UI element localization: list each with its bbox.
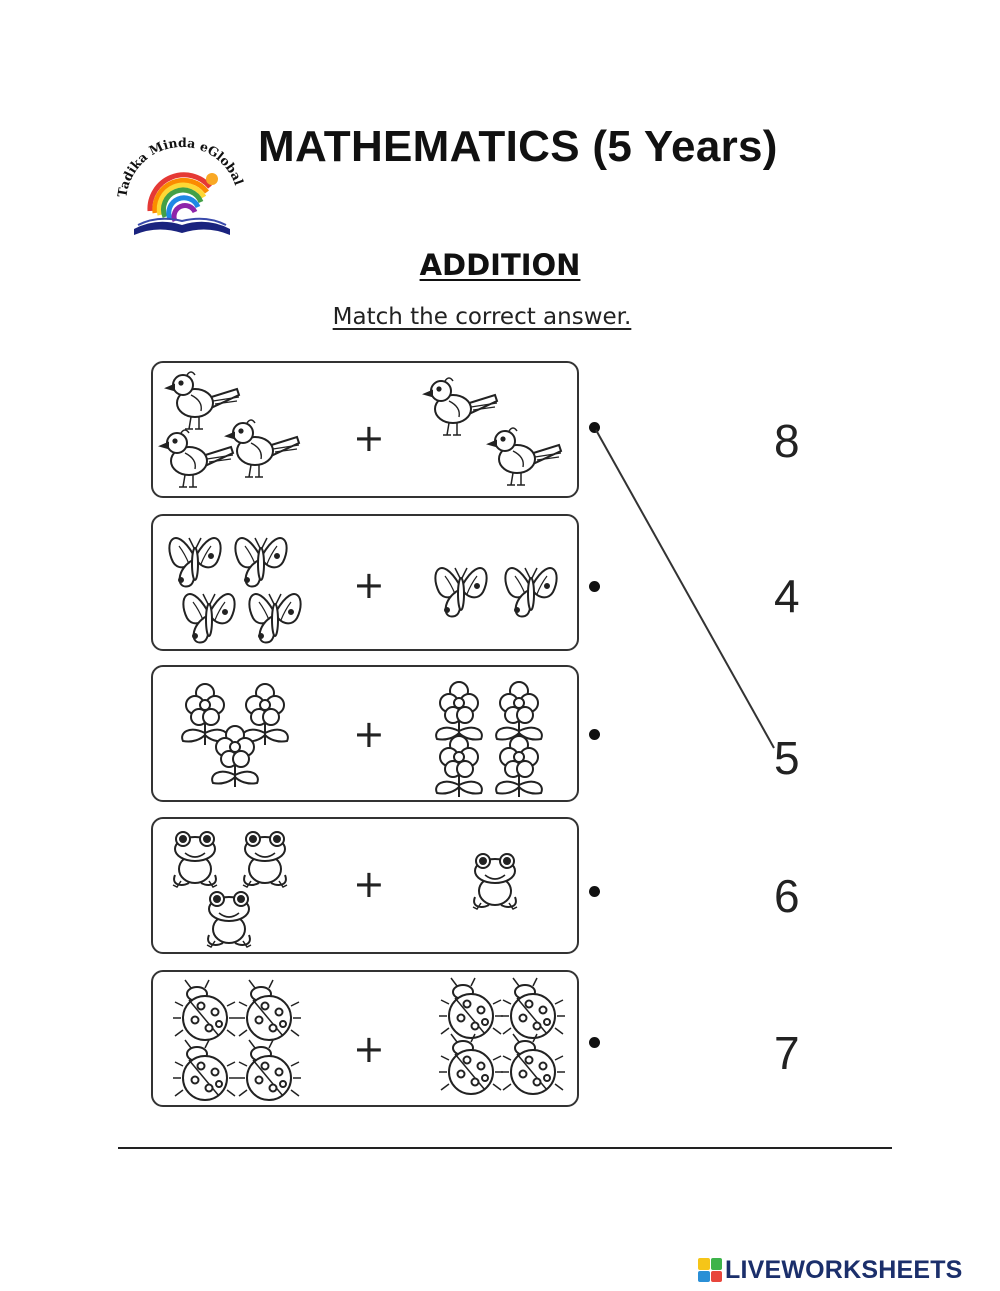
answer-number-2[interactable]: 4 (774, 570, 800, 622)
plus-sign: + (353, 712, 385, 756)
plus-sign: + (353, 1027, 385, 1071)
liveworksheets-logo-icon (698, 1258, 722, 1282)
instruction-text: Match the correct answer. (332, 304, 632, 330)
brand-square-blue (698, 1271, 710, 1283)
section-heading: ADDITION (419, 248, 581, 282)
liveworksheets-brand (698, 1256, 963, 1284)
bottom-divider (118, 1147, 892, 1149)
answer-number-5[interactable]: 7 (774, 1027, 800, 1079)
page-title: MATHEMATICS (5 Years) (258, 122, 778, 171)
brand-text: LIVEWORKSHEETS (725, 1255, 963, 1284)
brand-square-yellow (698, 1258, 710, 1270)
brand-square-red (711, 1271, 723, 1283)
logo-text: Tadika Minda eGlobal (114, 134, 247, 199)
plus-sign: + (353, 416, 385, 460)
brand-square-green (711, 1258, 723, 1270)
answer-number-1[interactable]: 8 (774, 415, 800, 467)
plus-sign: + (353, 563, 385, 607)
plus-sign: + (353, 862, 385, 906)
answer-number-3[interactable]: 5 (774, 732, 800, 784)
answer-number-4[interactable]: 6 (774, 870, 800, 922)
